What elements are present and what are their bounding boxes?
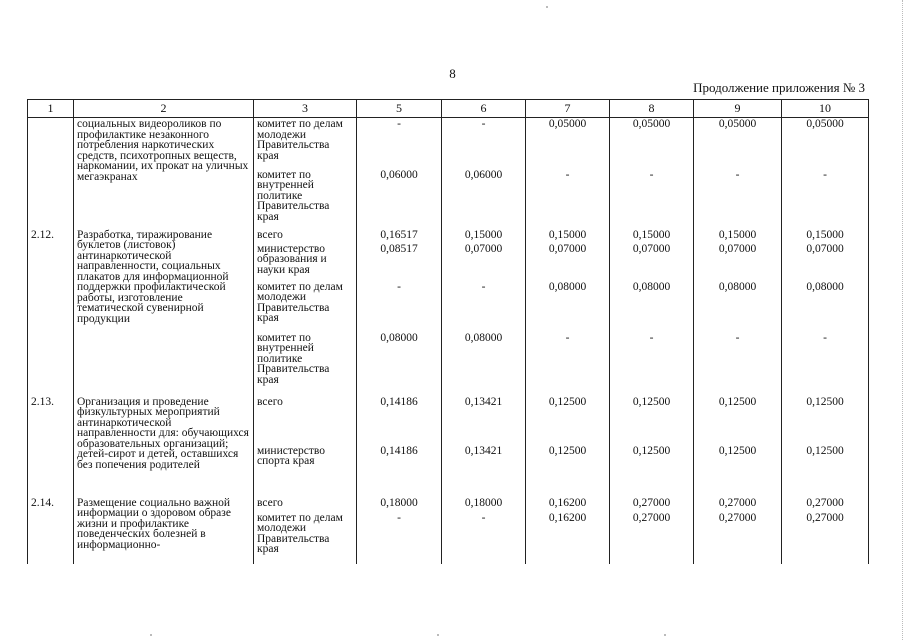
value-10: 0,27000 — [782, 497, 869, 512]
executor: комитет по делам молодежи Правительства края — [254, 281, 357, 332]
value-5: 0,06000 — [357, 169, 442, 229]
header-cell: 10 — [782, 100, 869, 118]
executor: комитет по делам молодежи Правительства края — [254, 118, 357, 169]
item-name: Размещение социально важной информации о здоровом образе жизни и профилактике поведенческих болезней в информационно- — [74, 497, 254, 564]
executor: всего — [254, 396, 357, 445]
value-9: 0,05000 — [694, 118, 782, 169]
value-10: 0,05000 — [782, 118, 869, 169]
value-7: 0,16200 — [526, 497, 610, 512]
value-7: 0,15000 — [526, 229, 610, 243]
table-row — [28, 497, 869, 512]
value-5: - — [357, 118, 442, 169]
value-8: 0,15000 — [610, 229, 694, 243]
value-8: - — [610, 332, 694, 396]
value-10: - — [782, 332, 869, 396]
value-6: 0,18000 — [442, 497, 526, 512]
value-9: - — [694, 332, 782, 396]
value-5: 0,08517 — [357, 243, 442, 281]
scan-speck — [150, 634, 152, 636]
value-5: 0,14186 — [357, 396, 442, 445]
table-row — [28, 396, 869, 445]
value-7: 0,12500 — [526, 396, 610, 445]
value-6: 0,13421 — [442, 396, 526, 445]
executor: министерство образования и науки края — [254, 243, 357, 281]
value-5: 0,14186 — [357, 445, 442, 497]
item-name: Организация и проведение физкультурных мероприятий антинаркотической направленности для: обучающихся образовательных организаций; детей-сирот и детей, оставшихся без попечения родителей — [74, 396, 254, 497]
value-10: 0,08000 — [782, 281, 869, 332]
value-10: 0,15000 — [782, 229, 869, 243]
value-8: - — [610, 169, 694, 229]
value-6: 0,08000 — [442, 332, 526, 396]
value-8: 0,08000 — [610, 281, 694, 332]
value-7: - — [526, 169, 610, 229]
executor: всего — [254, 497, 357, 512]
value-9: 0,07000 — [694, 243, 782, 281]
executor: всего — [254, 229, 357, 243]
value-5: - — [357, 281, 442, 332]
value-9: 0,08000 — [694, 281, 782, 332]
value-6: - — [442, 281, 526, 332]
value-7: 0,16200 — [526, 512, 610, 564]
header-cell: 2 — [74, 100, 254, 118]
item-name: Разработка, тиражирование буклетов (листовок) антинаркотической направленности, социальных плакатов для информационной поддержки профилактической работы, изготовление тематической сувенирной продукции — [74, 229, 254, 396]
header-cell: 7 — [526, 100, 610, 118]
value-6: - — [442, 512, 526, 564]
value-8: 0,12500 — [610, 445, 694, 497]
executor: комитет по делам молодежи Правительства края — [254, 512, 357, 564]
value-7: 0,12500 — [526, 445, 610, 497]
executor: комитет по внутренней политике Правительства края — [254, 332, 357, 396]
value-5: 0,16517 — [357, 229, 442, 243]
scan-speck — [437, 634, 439, 636]
value-9: - — [694, 169, 782, 229]
value-5: - — [357, 512, 442, 564]
page-number: 8 — [449, 66, 456, 81]
value-8: 0,07000 — [610, 243, 694, 281]
value-7: 0,05000 — [526, 118, 610, 169]
value-8: 0,12500 — [610, 396, 694, 445]
value-10: 0,27000 — [782, 512, 869, 564]
value-8: 0,27000 — [610, 497, 694, 512]
value-9: 0,12500 — [694, 396, 782, 445]
value-6: 0,15000 — [442, 229, 526, 243]
scan-edge — [901, 0, 903, 640]
item-index — [28, 118, 74, 229]
value-7: 0,08000 — [526, 281, 610, 332]
header-row — [28, 100, 869, 118]
value-9: 0,15000 — [694, 229, 782, 243]
item-index: 2.14. — [28, 497, 74, 564]
value-6: 0,06000 — [442, 169, 526, 229]
header-cell: 9 — [694, 100, 782, 118]
value-8: 0,27000 — [610, 512, 694, 564]
scan-speck — [546, 6, 548, 8]
table-row — [28, 118, 869, 169]
value-8: 0,05000 — [610, 118, 694, 169]
value-10: 0,07000 — [782, 243, 869, 281]
header-cell: 5 — [357, 100, 442, 118]
value-9: 0,12500 — [694, 445, 782, 497]
value-5: 0,08000 — [357, 332, 442, 396]
value-6: 0,07000 — [442, 243, 526, 281]
executor: министерство спорта края — [254, 445, 357, 497]
header-cell: 8 — [610, 100, 694, 118]
value-5: 0,18000 — [357, 497, 442, 512]
item-name: социальных видеороликов по профилактике незаконного потребления наркотических средств, психотропных веществ, наркомании, их прокат на уличных мегаэкранах — [74, 118, 254, 229]
item-index: 2.12. — [28, 229, 74, 396]
value-10: 0,12500 — [782, 445, 869, 497]
value-6: 0,13421 — [442, 445, 526, 497]
header-cell: 3 — [254, 100, 357, 118]
value-9: 0,27000 — [694, 512, 782, 564]
value-7: 0,07000 — [526, 243, 610, 281]
executor: комитет по внутренней политике Правительства края — [254, 169, 357, 229]
value-6: - — [442, 118, 526, 169]
value-10: - — [782, 169, 869, 229]
value-9: 0,27000 — [694, 497, 782, 512]
value-10: 0,12500 — [782, 396, 869, 445]
value-7: - — [526, 332, 610, 396]
header-cell: 1 — [28, 100, 74, 118]
scan-speck — [664, 634, 666, 636]
table-row — [28, 229, 869, 243]
budget-table — [27, 99, 869, 564]
item-index: 2.13. — [28, 396, 74, 497]
continuation-caption: Продолжение приложения № 3 — [693, 80, 865, 95]
header-cell: 6 — [442, 100, 526, 118]
